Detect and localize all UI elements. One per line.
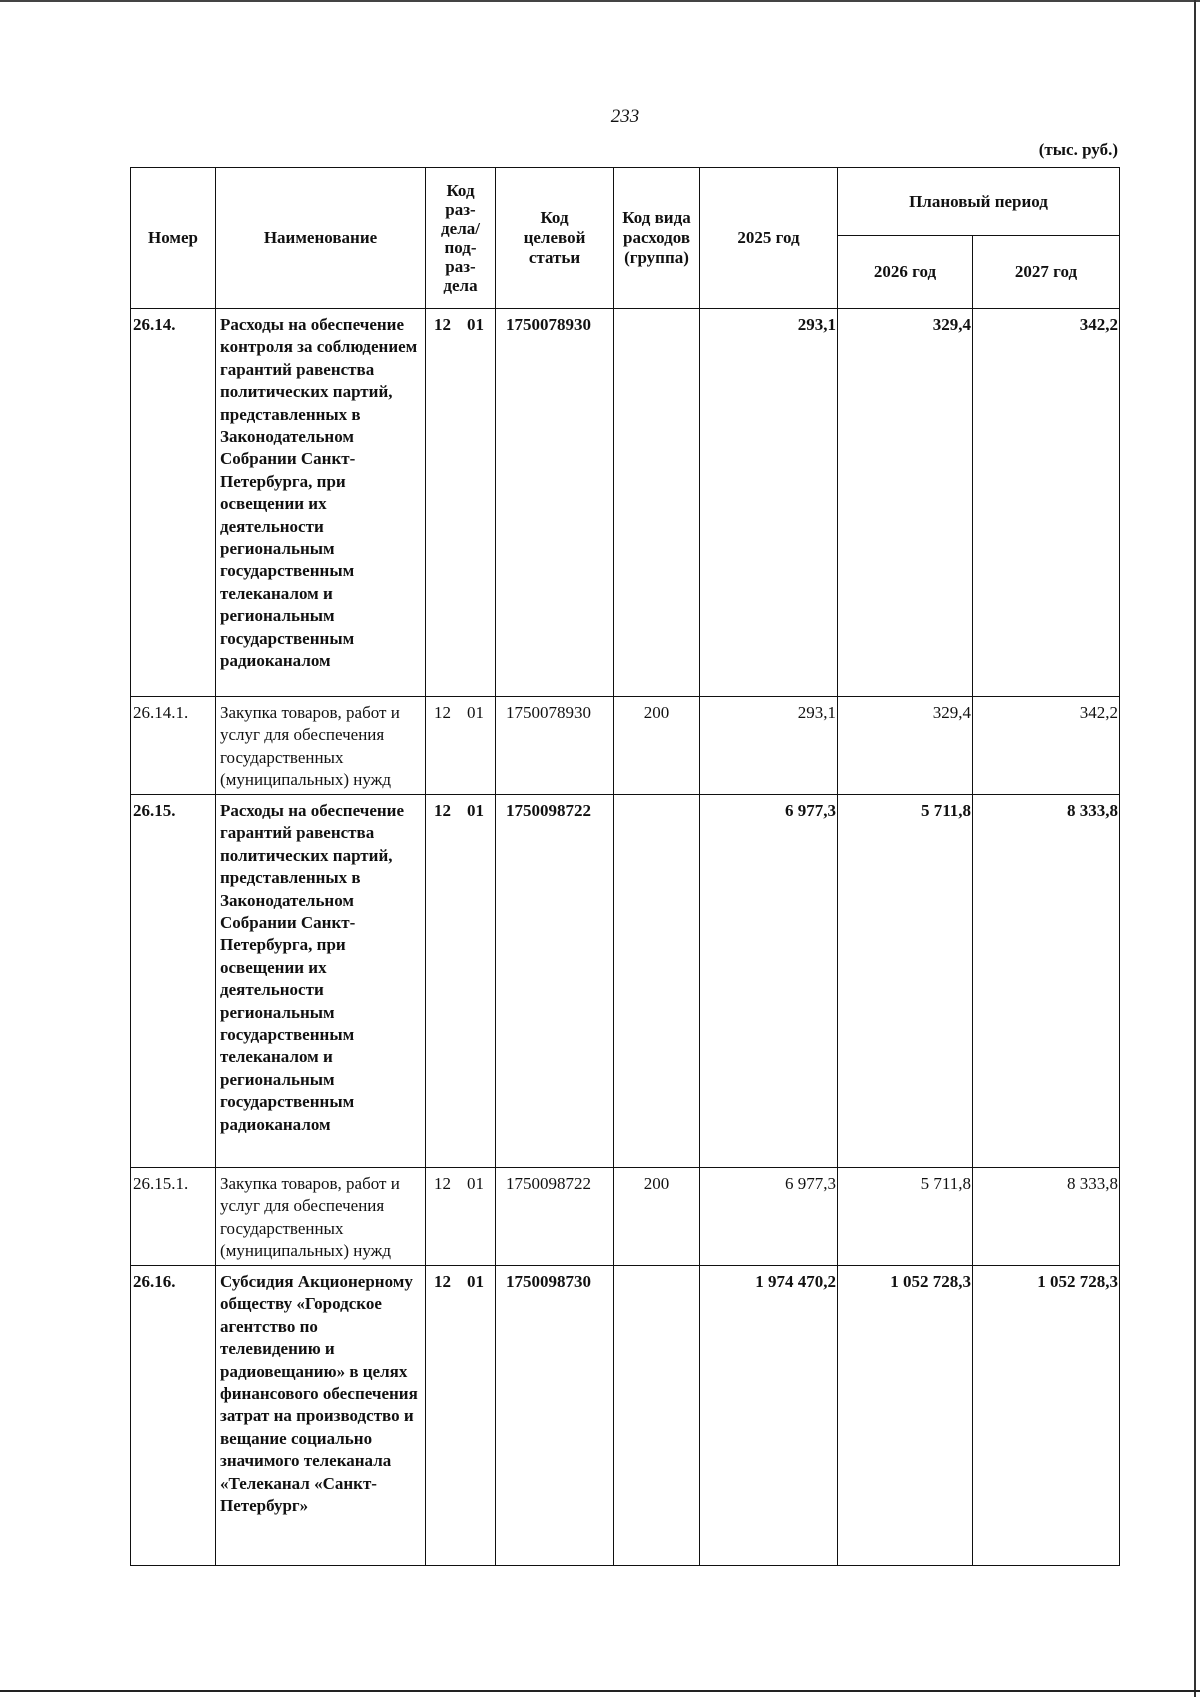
header-code-section-line: Код — [446, 181, 475, 200]
header-code-section-line: раз- — [445, 200, 476, 219]
row-target-code: 1750098722 — [496, 1168, 614, 1266]
header-code-section-line: дела/ — [441, 219, 480, 238]
units-label: (тыс. руб.) — [1038, 140, 1118, 159]
row-section: 12 — [434, 1272, 451, 1291]
page-number: 233 — [610, 106, 640, 127]
row-section-code — [426, 697, 496, 795]
row-subsection: 01 — [467, 315, 484, 334]
row-name: Расходы на обеспечение гарантий равенства политических партий, представленных в Законодательном Собрании Санкт-Петербурга, при освещении их деятельности региональным государственным телеканалом и региональным государственным радиоканалом — [216, 795, 426, 1168]
header-code-type-line: (группа) — [624, 248, 689, 267]
row-type-code: 200 — [614, 697, 700, 795]
table-header — [131, 168, 1120, 309]
row-subsection: 01 — [467, 1174, 484, 1193]
table-row — [131, 795, 1120, 1168]
row-amount-2027: 8 333,8 — [973, 795, 1120, 1168]
header-year-2025: 2025 год — [700, 168, 838, 309]
page-edge-right — [1194, 0, 1196, 1697]
row-section-code — [426, 795, 496, 1168]
row-section-code — [426, 309, 496, 697]
row-type-code — [614, 309, 700, 697]
row-amount-2027: 342,2 — [973, 309, 1120, 697]
table-row — [131, 1266, 1120, 1566]
row-target-code: 1750078930 — [496, 697, 614, 795]
row-name: Расходы на обеспечение контроля за соблюдением гарантий равенства политических партий, представленных в Законодательном Собрании Санкт-Петербурга, при освещении их деятельности региональным государственным телеканалом и региональным государственным радиоканалом — [216, 309, 426, 697]
page-edge-bottom — [0, 1690, 1200, 1692]
row-amount-2027: 1 052 728,3 — [973, 1266, 1120, 1566]
row-type-code — [614, 1266, 700, 1566]
row-amount-2025: 293,1 — [700, 309, 838, 697]
header-code-type — [614, 168, 700, 309]
row-subsection: 01 — [467, 1272, 484, 1291]
row-number: 26.16. — [131, 1266, 216, 1566]
row-number: 26.14.1. — [131, 697, 216, 795]
page-edge-top — [0, 0, 1200, 2]
header-year-2027: 2027 год — [973, 236, 1120, 309]
row-type-code — [614, 795, 700, 1168]
row-amount-2027: 8 333,8 — [973, 1168, 1120, 1266]
row-type-code: 200 — [614, 1168, 700, 1266]
header-code-target-line: целевой — [523, 228, 586, 247]
table-row — [131, 1168, 1120, 1266]
table-row — [131, 309, 1120, 697]
header-code-target-line: Код — [540, 208, 569, 227]
row-amount-2026: 329,4 — [838, 309, 973, 697]
row-amount-2026: 5 711,8 — [838, 1168, 973, 1266]
header-planned-period: Плановый период — [838, 168, 1120, 236]
row-number: 26.14. — [131, 309, 216, 697]
row-section: 12 — [434, 703, 451, 722]
row-number: 26.15.1. — [131, 1168, 216, 1266]
row-amount-2027: 342,2 — [973, 697, 1120, 795]
row-section-code — [426, 1168, 496, 1266]
row-target-code: 1750098730 — [496, 1266, 614, 1566]
row-target-code: 1750078930 — [496, 309, 614, 697]
table-body — [131, 309, 1120, 1566]
header-code-section — [426, 168, 496, 309]
header-code-type-line: расходов — [623, 228, 690, 247]
row-amount-2025: 1 974 470,2 — [700, 1266, 838, 1566]
header-code-target-line: статьи — [528, 248, 581, 267]
row-amount-2025: 6 977,3 — [700, 1168, 838, 1266]
row-number: 26.15. — [131, 795, 216, 1168]
row-amount-2025: 6 977,3 — [700, 795, 838, 1168]
row-amount-2026: 5 711,8 — [838, 795, 973, 1168]
row-name: Субсидия Акционерному обществу «Городское агентство по телевидению и радиовещанию» в целях финансового обеспечения затрат на производство и вещание социально значимого телеканала «Телеканал «Санкт-Петербург» — [216, 1266, 426, 1566]
header-code-target — [496, 168, 614, 309]
row-subsection: 01 — [467, 801, 484, 820]
header-code-type-line: Код вида — [622, 208, 691, 227]
header-year-2026: 2026 год — [838, 236, 973, 309]
row-amount-2025: 293,1 — [700, 697, 838, 795]
header-row-1 — [131, 168, 1120, 236]
header-code-section-line: под- — [444, 238, 477, 257]
row-section-code — [426, 1266, 496, 1566]
row-name: Закупка товаров, работ и услуг для обеспечения государственных (муниципальных) нужд — [216, 697, 426, 795]
header-number: Номер — [131, 168, 216, 309]
header-code-section-line: дела — [443, 276, 478, 295]
row-section: 12 — [434, 1174, 451, 1193]
header-name: Наименование — [216, 168, 426, 309]
table-row — [131, 697, 1120, 795]
row-subsection: 01 — [467, 703, 484, 722]
budget-table — [130, 167, 1120, 1566]
row-target-code: 1750098722 — [496, 795, 614, 1168]
row-section: 12 — [434, 801, 451, 820]
row-section: 12 — [434, 315, 451, 334]
row-amount-2026: 329,4 — [838, 697, 973, 795]
header-code-section-line: раз- — [445, 257, 476, 276]
row-amount-2026: 1 052 728,3 — [838, 1266, 973, 1566]
row-name: Закупка товаров, работ и услуг для обеспечения государственных (муниципальных) нужд — [216, 1168, 426, 1266]
